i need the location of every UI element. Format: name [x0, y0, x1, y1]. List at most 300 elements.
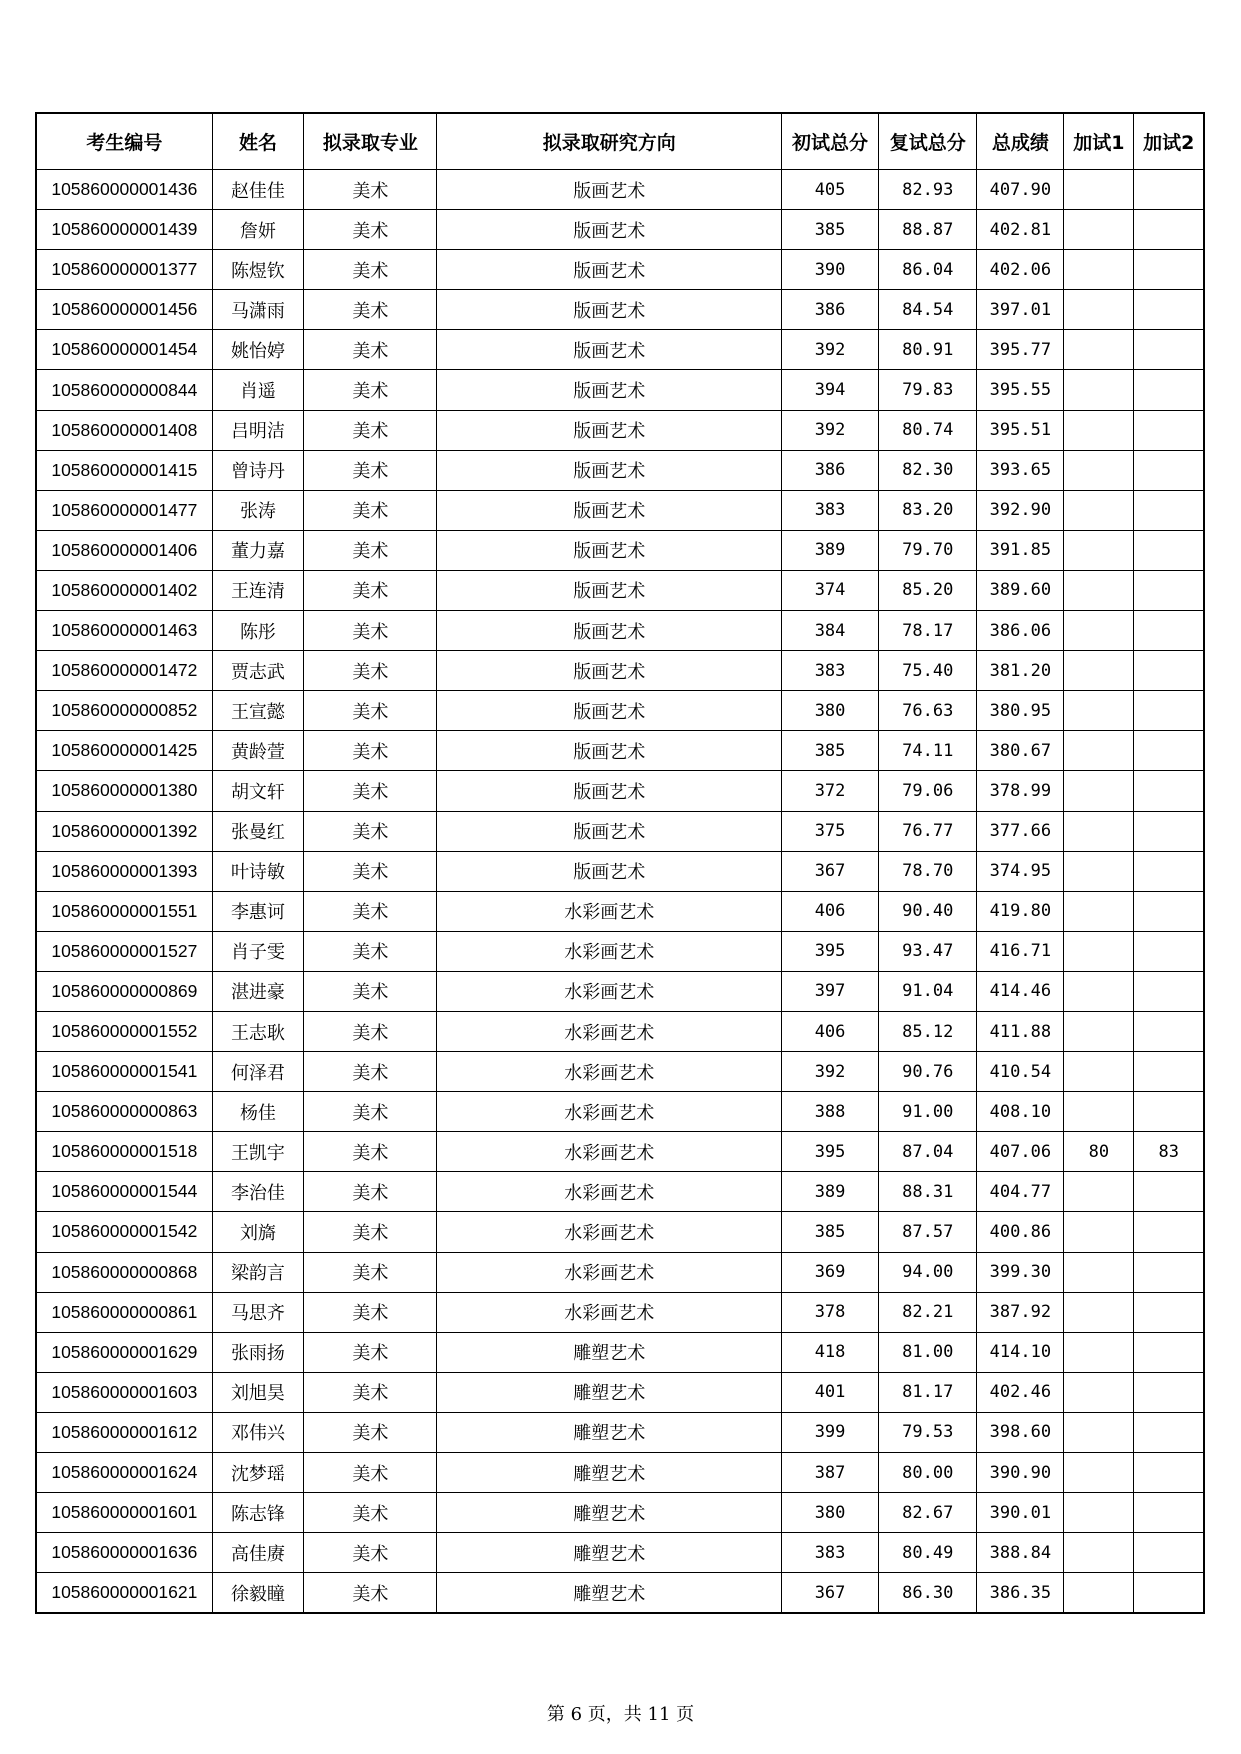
cell-initial-score: 406 [781, 891, 878, 931]
cell-candidate-id: 105860000000863 [36, 1092, 212, 1132]
table-row [36, 450, 1204, 490]
table-row [36, 971, 1204, 1011]
cell-total-score: 414.10 [977, 1332, 1064, 1372]
cell-major: 美术 [304, 1132, 437, 1172]
cell-retest-score: 78.17 [879, 611, 977, 651]
cell-total-score: 399.30 [977, 1252, 1064, 1292]
cell-extra-test-1 [1064, 370, 1134, 410]
cell-candidate-id: 105860000001636 [36, 1533, 212, 1573]
cell-extra-test-2 [1134, 1412, 1204, 1452]
cell-extra-test-1 [1064, 1493, 1134, 1533]
cell-extra-test-2 [1134, 971, 1204, 1011]
cell-name: 陈志锋 [212, 1493, 303, 1533]
cell-extra-test-1 [1064, 1453, 1134, 1493]
cell-extra-test-2 [1134, 691, 1204, 731]
cell-initial-score: 392 [781, 330, 878, 370]
cell-name: 肖子雯 [212, 931, 303, 971]
cell-research-direction: 版画艺术 [437, 450, 782, 490]
cell-major: 美术 [304, 1092, 437, 1132]
cell-extra-test-1 [1064, 1573, 1134, 1614]
cell-extra-test-2 [1134, 490, 1204, 530]
cell-major: 美术 [304, 290, 437, 330]
cell-research-direction: 水彩画艺术 [437, 1212, 782, 1252]
cell-extra-test-2 [1134, 330, 1204, 370]
table-row [36, 290, 1204, 330]
cell-name: 陈煜钦 [212, 250, 303, 290]
cell-research-direction: 版画艺术 [437, 851, 782, 891]
cell-major: 美术 [304, 530, 437, 570]
cell-extra-test-2 [1134, 731, 1204, 771]
cell-retest-score: 80.74 [879, 410, 977, 450]
cell-total-score: 419.80 [977, 891, 1064, 931]
cell-research-direction: 版画艺术 [437, 330, 782, 370]
cell-extra-test-1 [1064, 611, 1134, 651]
cell-total-score: 404.77 [977, 1172, 1064, 1212]
cell-extra-test-1 [1064, 851, 1134, 891]
cell-initial-score: 383 [781, 651, 878, 691]
header-extra-test-1: 加试1 [1064, 113, 1134, 170]
cell-total-score: 414.46 [977, 971, 1064, 1011]
cell-candidate-id: 105860000001612 [36, 1412, 212, 1452]
cell-name: 黄龄萱 [212, 731, 303, 771]
cell-initial-score: 390 [781, 250, 878, 290]
cell-total-score: 389.60 [977, 570, 1064, 610]
cell-candidate-id: 105860000001392 [36, 811, 212, 851]
cell-major: 美术 [304, 771, 437, 811]
cell-total-score: 391.85 [977, 530, 1064, 570]
table-row [36, 1573, 1204, 1614]
cell-total-score: 402.81 [977, 210, 1064, 250]
table-row [36, 490, 1204, 530]
cell-major: 美术 [304, 1453, 437, 1493]
cell-research-direction: 水彩画艺术 [437, 1092, 782, 1132]
cell-total-score: 393.65 [977, 450, 1064, 490]
cell-major: 美术 [304, 570, 437, 610]
cell-candidate-id: 105860000001518 [36, 1132, 212, 1172]
cell-total-score: 400.86 [977, 1212, 1064, 1252]
cell-major: 美术 [304, 611, 437, 651]
cell-research-direction: 版画艺术 [437, 290, 782, 330]
cell-candidate-id: 105860000001477 [36, 490, 212, 530]
cell-name: 杨佳 [212, 1092, 303, 1132]
cell-extra-test-1 [1064, 1332, 1134, 1372]
cell-candidate-id: 105860000001406 [36, 530, 212, 570]
cell-extra-test-1 [1064, 651, 1134, 691]
cell-research-direction: 版画艺术 [437, 570, 782, 610]
table-row [36, 1493, 1204, 1533]
cell-total-score: 402.06 [977, 250, 1064, 290]
header-candidate-id: 考生编号 [36, 113, 212, 170]
table-row [36, 170, 1204, 210]
header-name: 姓名 [212, 113, 303, 170]
cell-extra-test-1 [1064, 691, 1134, 731]
cell-candidate-id: 105860000001402 [36, 570, 212, 610]
cell-candidate-id: 105860000001380 [36, 771, 212, 811]
cell-name: 邓伟兴 [212, 1412, 303, 1452]
cell-extra-test-2 [1134, 851, 1204, 891]
cell-total-score: 380.67 [977, 731, 1064, 771]
cell-name: 梁韵言 [212, 1252, 303, 1292]
cell-retest-score: 79.70 [879, 530, 977, 570]
cell-major: 美术 [304, 450, 437, 490]
cell-initial-score: 386 [781, 290, 878, 330]
cell-candidate-id: 105860000001377 [36, 250, 212, 290]
cell-name: 李治佳 [212, 1172, 303, 1212]
cell-initial-score: 383 [781, 1533, 878, 1573]
cell-retest-score: 88.31 [879, 1172, 977, 1212]
cell-retest-score: 81.17 [879, 1372, 977, 1412]
cell-name: 湛进豪 [212, 971, 303, 1011]
cell-extra-test-2 [1134, 370, 1204, 410]
cell-major: 美术 [304, 1533, 437, 1573]
cell-candidate-id: 105860000001624 [36, 1453, 212, 1493]
cell-major: 美术 [304, 1292, 437, 1332]
cell-extra-test-1 [1064, 410, 1134, 450]
cell-extra-test-1 [1064, 330, 1134, 370]
cell-extra-test-1 [1064, 1372, 1134, 1412]
cell-major: 美术 [304, 1412, 437, 1452]
cell-retest-score: 93.47 [879, 931, 977, 971]
cell-research-direction: 版画艺术 [437, 410, 782, 450]
cell-total-score: 387.92 [977, 1292, 1064, 1332]
table-row [36, 1092, 1204, 1132]
cell-total-score: 381.20 [977, 651, 1064, 691]
cell-total-score: 388.84 [977, 1533, 1064, 1573]
cell-research-direction: 水彩画艺术 [437, 1052, 782, 1092]
table-row [36, 1332, 1204, 1372]
cell-candidate-id: 105860000001552 [36, 1011, 212, 1051]
cell-initial-score: 386 [781, 450, 878, 490]
cell-research-direction: 水彩画艺术 [437, 971, 782, 1011]
cell-name: 沈梦瑶 [212, 1453, 303, 1493]
cell-major: 美术 [304, 330, 437, 370]
cell-research-direction: 雕塑艺术 [437, 1573, 782, 1614]
cell-initial-score: 401 [781, 1372, 878, 1412]
cell-name: 高佳赓 [212, 1533, 303, 1573]
cell-name: 詹妍 [212, 210, 303, 250]
cell-extra-test-1 [1064, 931, 1134, 971]
cell-research-direction: 版画艺术 [437, 370, 782, 410]
cell-extra-test-2 [1134, 1573, 1204, 1614]
table-row [36, 611, 1204, 651]
cell-extra-test-2 [1134, 611, 1204, 651]
cell-candidate-id: 105860000001629 [36, 1332, 212, 1372]
cell-initial-score: 399 [781, 1412, 878, 1452]
cell-candidate-id: 105860000001472 [36, 651, 212, 691]
cell-retest-score: 85.20 [879, 570, 977, 610]
cell-research-direction: 水彩画艺术 [437, 1252, 782, 1292]
table-row [36, 570, 1204, 610]
cell-research-direction: 版画艺术 [437, 530, 782, 570]
cell-extra-test-1 [1064, 450, 1134, 490]
cell-name: 何泽君 [212, 1052, 303, 1092]
cell-candidate-id: 105860000000861 [36, 1292, 212, 1332]
cell-extra-test-2: 83 [1134, 1132, 1204, 1172]
cell-total-score: 395.55 [977, 370, 1064, 410]
header-extra-test-2: 加试2 [1134, 113, 1204, 170]
cell-major: 美术 [304, 1011, 437, 1051]
cell-total-score: 416.71 [977, 931, 1064, 971]
cell-initial-score: 385 [781, 1212, 878, 1252]
cell-total-score: 377.66 [977, 811, 1064, 851]
cell-retest-score: 87.57 [879, 1212, 977, 1252]
cell-extra-test-1 [1064, 250, 1134, 290]
cell-initial-score: 388 [781, 1092, 878, 1132]
cell-candidate-id: 105860000001527 [36, 931, 212, 971]
cell-name: 董力嘉 [212, 530, 303, 570]
cell-major: 美术 [304, 1252, 437, 1292]
cell-candidate-id: 105860000001542 [36, 1212, 212, 1252]
cell-extra-test-2 [1134, 290, 1204, 330]
table-row [36, 1372, 1204, 1412]
cell-total-score: 395.77 [977, 330, 1064, 370]
cell-candidate-id: 105860000000844 [36, 370, 212, 410]
cell-total-score: 380.95 [977, 691, 1064, 731]
cell-extra-test-2 [1134, 250, 1204, 290]
page-footer: 第 6 页，共 11 页 [546, 1704, 695, 1725]
cell-initial-score: 384 [781, 611, 878, 651]
cell-major: 美术 [304, 731, 437, 771]
cell-major: 美术 [304, 1172, 437, 1212]
cell-name: 贾志武 [212, 651, 303, 691]
cell-major: 美术 [304, 931, 437, 971]
cell-name: 刘旭昊 [212, 1372, 303, 1412]
cell-research-direction: 版画艺术 [437, 611, 782, 651]
admission-table [35, 112, 1205, 1614]
cell-retest-score: 79.83 [879, 370, 977, 410]
cell-initial-score: 418 [781, 1332, 878, 1372]
cell-retest-score: 94.00 [879, 1252, 977, 1292]
cell-candidate-id: 105860000000869 [36, 971, 212, 1011]
cell-extra-test-1 [1064, 1011, 1134, 1051]
cell-research-direction: 水彩画艺术 [437, 1132, 782, 1172]
cell-research-direction: 版画艺术 [437, 691, 782, 731]
cell-name: 王连清 [212, 570, 303, 610]
cell-total-score: 390.01 [977, 1493, 1064, 1533]
table-row [36, 851, 1204, 891]
cell-retest-score: 76.77 [879, 811, 977, 851]
cell-total-score: 395.51 [977, 410, 1064, 450]
cell-research-direction: 版画艺术 [437, 170, 782, 210]
cell-retest-score: 75.40 [879, 651, 977, 691]
cell-initial-score: 405 [781, 170, 878, 210]
cell-major: 美术 [304, 691, 437, 731]
cell-name: 张雨扬 [212, 1332, 303, 1372]
cell-initial-score: 367 [781, 851, 878, 891]
cell-total-score: 402.46 [977, 1372, 1064, 1412]
table-row [36, 1132, 1204, 1172]
cell-extra-test-1 [1064, 1052, 1134, 1092]
cell-total-score: 398.60 [977, 1412, 1064, 1452]
cell-extra-test-2 [1134, 651, 1204, 691]
cell-retest-score: 88.87 [879, 210, 977, 250]
table-row [36, 1172, 1204, 1212]
table-row [36, 1533, 1204, 1573]
cell-research-direction: 雕塑艺术 [437, 1372, 782, 1412]
cell-research-direction: 雕塑艺术 [437, 1493, 782, 1533]
cell-initial-score: 392 [781, 1052, 878, 1092]
cell-retest-score: 74.11 [879, 731, 977, 771]
cell-initial-score: 397 [781, 971, 878, 1011]
cell-extra-test-2 [1134, 1172, 1204, 1212]
cell-initial-score: 367 [781, 1573, 878, 1614]
cell-retest-score: 91.04 [879, 971, 977, 1011]
cell-total-score: 378.99 [977, 771, 1064, 811]
cell-retest-score: 85.12 [879, 1011, 977, 1051]
cell-candidate-id: 105860000001425 [36, 731, 212, 771]
cell-retest-score: 78.70 [879, 851, 977, 891]
cell-major: 美术 [304, 170, 437, 210]
cell-major: 美术 [304, 971, 437, 1011]
cell-extra-test-2 [1134, 1092, 1204, 1132]
cell-major: 美术 [304, 851, 437, 891]
cell-retest-score: 79.53 [879, 1412, 977, 1452]
table-row [36, 530, 1204, 570]
cell-major: 美术 [304, 1212, 437, 1252]
cell-initial-score: 406 [781, 1011, 878, 1051]
cell-initial-score: 369 [781, 1252, 878, 1292]
cell-extra-test-2 [1134, 891, 1204, 931]
cell-initial-score: 395 [781, 931, 878, 971]
cell-initial-score: 389 [781, 530, 878, 570]
cell-candidate-id: 105860000001621 [36, 1573, 212, 1614]
cell-name: 胡文轩 [212, 771, 303, 811]
cell-extra-test-1 [1064, 290, 1134, 330]
cell-candidate-id: 105860000001439 [36, 210, 212, 250]
cell-initial-score: 385 [781, 731, 878, 771]
cell-research-direction: 版画艺术 [437, 210, 782, 250]
cell-retest-score: 91.00 [879, 1092, 977, 1132]
table-row [36, 210, 1204, 250]
cell-candidate-id: 105860000001454 [36, 330, 212, 370]
cell-research-direction: 版画艺术 [437, 731, 782, 771]
cell-extra-test-1 [1064, 530, 1134, 570]
cell-research-direction: 雕塑艺术 [437, 1453, 782, 1493]
table-row [36, 931, 1204, 971]
cell-major: 美术 [304, 1052, 437, 1092]
cell-extra-test-2 [1134, 1212, 1204, 1252]
cell-research-direction: 雕塑艺术 [437, 1332, 782, 1372]
cell-total-score: 386.35 [977, 1573, 1064, 1614]
table-row [36, 731, 1204, 771]
cell-retest-score: 80.91 [879, 330, 977, 370]
cell-extra-test-2 [1134, 1052, 1204, 1092]
cell-extra-test-2 [1134, 1533, 1204, 1573]
cell-extra-test-1 [1064, 1212, 1134, 1252]
cell-initial-score: 394 [781, 370, 878, 410]
cell-total-score: 392.90 [977, 490, 1064, 530]
cell-total-score: 407.90 [977, 170, 1064, 210]
cell-total-score: 407.06 [977, 1132, 1064, 1172]
header-initial-score: 初试总分 [781, 113, 878, 170]
cell-extra-test-1 [1064, 1533, 1134, 1573]
cell-extra-test-1 [1064, 170, 1134, 210]
cell-name: 曾诗丹 [212, 450, 303, 490]
cell-name: 赵佳佳 [212, 170, 303, 210]
cell-name: 刘旖 [212, 1212, 303, 1252]
table-row [36, 691, 1204, 731]
cell-retest-score: 90.76 [879, 1052, 977, 1092]
cell-initial-score: 374 [781, 570, 878, 610]
cell-major: 美术 [304, 1573, 437, 1614]
cell-research-direction: 版画艺术 [437, 250, 782, 290]
cell-research-direction: 水彩画艺术 [437, 891, 782, 931]
cell-extra-test-2 [1134, 1252, 1204, 1292]
table-row [36, 771, 1204, 811]
cell-retest-score: 80.49 [879, 1533, 977, 1573]
cell-extra-test-1 [1064, 570, 1134, 610]
cell-retest-score: 80.00 [879, 1453, 977, 1493]
cell-total-score: 411.88 [977, 1011, 1064, 1051]
cell-initial-score: 378 [781, 1292, 878, 1332]
cell-extra-test-2 [1134, 530, 1204, 570]
cell-major: 美术 [304, 1493, 437, 1533]
cell-candidate-id: 105860000001541 [36, 1052, 212, 1092]
table-row [36, 330, 1204, 370]
cell-candidate-id: 105860000001551 [36, 891, 212, 931]
cell-research-direction: 版画艺术 [437, 490, 782, 530]
cell-extra-test-1 [1064, 210, 1134, 250]
cell-research-direction: 版画艺术 [437, 651, 782, 691]
cell-research-direction: 水彩画艺术 [437, 1011, 782, 1051]
cell-total-score: 397.01 [977, 290, 1064, 330]
cell-retest-score: 81.00 [879, 1332, 977, 1372]
cell-initial-score: 375 [781, 811, 878, 851]
cell-retest-score: 79.06 [879, 771, 977, 811]
cell-extra-test-1 [1064, 891, 1134, 931]
cell-retest-score: 84.54 [879, 290, 977, 330]
cell-candidate-id: 105860000001544 [36, 1172, 212, 1212]
cell-name: 姚怡婷 [212, 330, 303, 370]
cell-retest-score: 90.40 [879, 891, 977, 931]
header-research-direction: 拟录取研究方向 [437, 113, 782, 170]
cell-extra-test-1 [1064, 1412, 1134, 1452]
cell-retest-score: 86.04 [879, 250, 977, 290]
cell-research-direction: 版画艺术 [437, 771, 782, 811]
table-row [36, 370, 1204, 410]
cell-total-score: 386.06 [977, 611, 1064, 651]
cell-total-score: 374.95 [977, 851, 1064, 891]
cell-major: 美术 [304, 250, 437, 290]
cell-name: 张曼红 [212, 811, 303, 851]
table-row [36, 651, 1204, 691]
cell-total-score: 408.10 [977, 1092, 1064, 1132]
header-total-score: 总成绩 [977, 113, 1064, 170]
cell-retest-score: 82.67 [879, 1493, 977, 1533]
cell-extra-test-2 [1134, 1332, 1204, 1372]
cell-name: 王志耿 [212, 1011, 303, 1051]
cell-name: 王宣懿 [212, 691, 303, 731]
cell-extra-test-2 [1134, 210, 1204, 250]
cell-extra-test-2 [1134, 410, 1204, 450]
table-row [36, 1412, 1204, 1452]
table-row [36, 1011, 1204, 1051]
table-row [36, 1252, 1204, 1292]
cell-retest-score: 76.63 [879, 691, 977, 731]
cell-name: 马思齐 [212, 1292, 303, 1332]
cell-major: 美术 [304, 490, 437, 530]
cell-major: 美术 [304, 210, 437, 250]
cell-extra-test-1 [1064, 1092, 1134, 1132]
cell-extra-test-1 [1064, 731, 1134, 771]
cell-retest-score: 87.04 [879, 1132, 977, 1172]
cell-initial-score: 380 [781, 1493, 878, 1533]
cell-initial-score: 387 [781, 1453, 878, 1493]
cell-candidate-id: 105860000001601 [36, 1493, 212, 1533]
cell-major: 美术 [304, 1332, 437, 1372]
table-row [36, 1052, 1204, 1092]
cell-extra-test-1 [1064, 971, 1134, 1011]
